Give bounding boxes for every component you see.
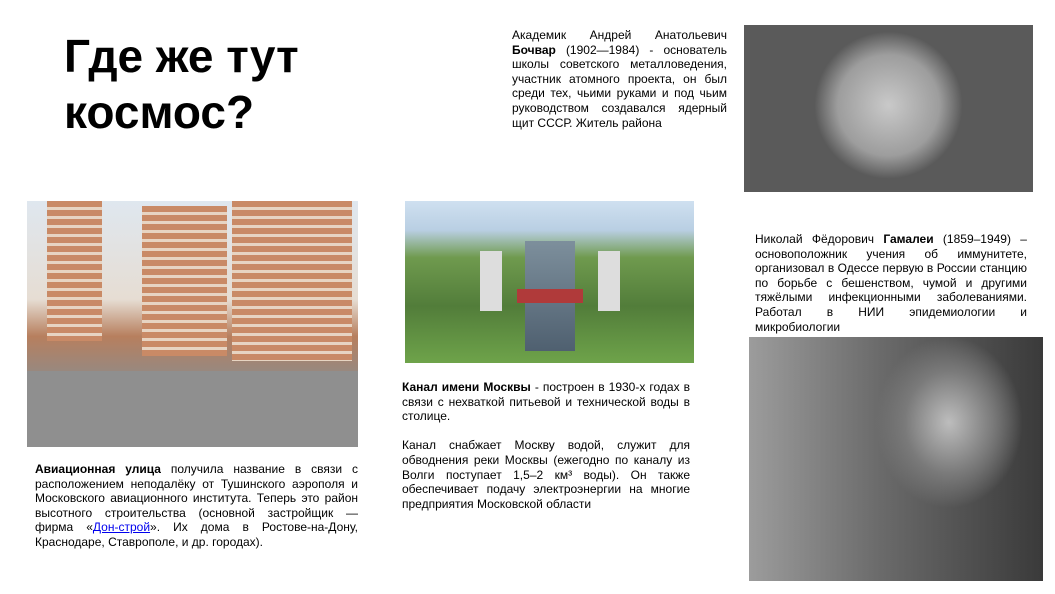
bochvar-name: Бочвар: [512, 42, 556, 57]
bochvar-portrait-photo: [744, 25, 1033, 192]
gamalei-text: [755, 232, 1027, 334]
gamalei-name: Гамалеи: [883, 232, 934, 246]
canal-para-1: [402, 380, 690, 424]
avia-post2: ». Их дома в Ростове-на-Дону, Краснодаре, Ставрополе, и др. городах).: [35, 520, 358, 549]
canal-text: [402, 380, 690, 511]
moscow-canal-photo: [405, 201, 694, 363]
gamalei-post: (1859–1949) – основоположник учения об иммунитете, организовал в Одессе первую в России станцию по борьбе с бешенством, чумой и другими тяжёлыми инфекционными заболеваниями. Работал в НИИ эпидемиологии и микробиологии: [755, 232, 1027, 334]
bochvar-post: (1902—1984) - основатель школы советского металловедения, участник атомного проекта, он был среди тех, чьими руками и под чьим руководством создавался ядерный щит СССР. Житель района: [512, 42, 727, 130]
don-stroy-link[interactable]: Дон-строй: [92, 520, 151, 535]
gamalei-microscope-photo: [749, 337, 1043, 581]
title-line-1: Где же тут: [64, 30, 299, 82]
aviation-street-photo: [27, 201, 358, 447]
slide-title: [64, 28, 299, 140]
avia-name: Авиационная улица: [35, 462, 161, 476]
title-line-2: космос?: [64, 86, 255, 138]
gamalei-pre: Николай Фёдорович: [755, 232, 884, 246]
aviation-street-text: [35, 462, 358, 550]
canal-post: - построен в 1930-х годах в связи с нехваткой питьевой и технической воды в столице.: [402, 380, 690, 424]
avia-post: получила название в связи с расположением неподалёку от Тушинского аэрополя и Московского авиационного института. Теперь это район высотного строительства (основной застройщик — фирма «: [35, 462, 358, 535]
bochvar-text: [512, 28, 727, 130]
canal-name: Канал имени Москвы: [402, 380, 531, 394]
bochvar-pre: Академик Андрей Анатольевич: [512, 28, 727, 42]
canal-para-2: Канал снабжает Москву водой, служит для обводнения реки Москвы (ежегодно по каналу из Волги поступает 1,5–2 км³ воды). Он также обеспечивает подачу электроэнергии на многие предприятия Московской области: [402, 438, 690, 511]
